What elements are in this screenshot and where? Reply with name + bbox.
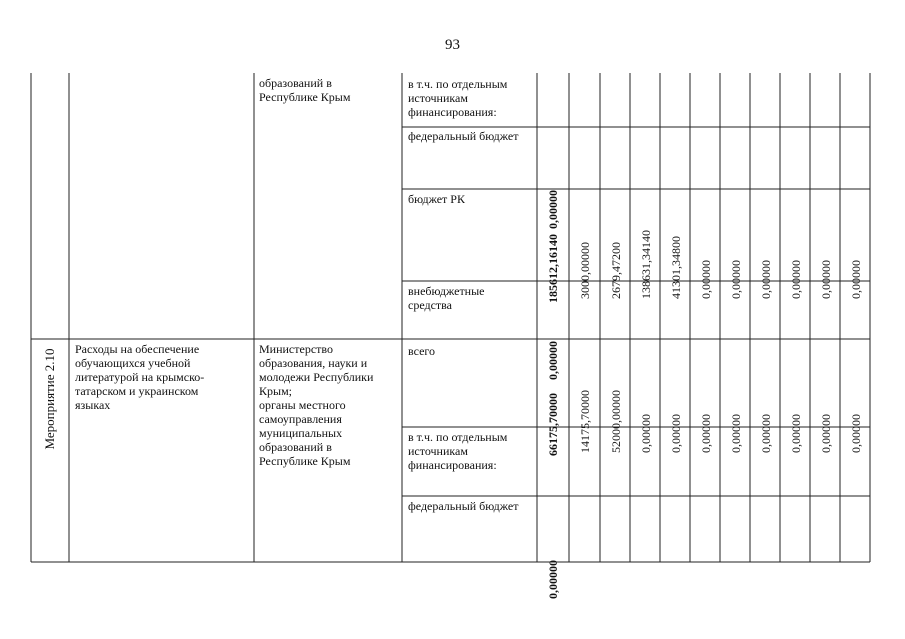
year-value: 3000,00000 [578, 242, 592, 299]
year-value: 0,00000 [699, 260, 713, 299]
year-value: 138631,34140 [639, 230, 653, 299]
year-value: 0,00000 [849, 414, 863, 453]
total-value: 66175,70000 [546, 393, 560, 456]
year-value: 0,00000 [789, 414, 803, 453]
year-value: 0,00000 [759, 414, 773, 453]
year-value: 0,00000 [669, 414, 683, 453]
year-value: 14175,70000 [578, 390, 592, 453]
page-number: 93 [445, 37, 460, 53]
measure-title: Расходы на обеспечение обучающихся учебной литературой на крымско- татарском и украинском языках [75, 342, 205, 412]
year-value: 2679,47200 [609, 242, 623, 299]
year-value: 0,00000 [639, 414, 653, 453]
year-value: 0,00000 [729, 260, 743, 299]
source-label: всего [408, 344, 436, 358]
executor-continuation: образований в Республике Крым [259, 76, 351, 104]
total-value: 0,00000 [546, 560, 560, 599]
source-label: в т.ч. по отдельным источникам финансирования: [408, 77, 508, 119]
source-label: федеральный бюджет [408, 499, 519, 513]
year-value: 0,00000 [819, 414, 833, 453]
source-label: в т.ч. по отдельным источникам финансирования: [408, 430, 508, 472]
year-value: 0,00000 [729, 414, 743, 453]
year-value: 0,00000 [759, 260, 773, 299]
total-value: 0,00000 [546, 341, 560, 380]
source-label: федеральный бюджет [408, 129, 519, 143]
measure-executor: Министерство образования, науки и молодежи Республики Крым; органы местного самоуправления муниципальных образований в Республике Крым [259, 342, 374, 468]
year-value: 0,00000 [789, 260, 803, 299]
year-value: 52000,00000 [609, 390, 623, 453]
measure-code: Мероприятие 2.10 [42, 348, 57, 450]
year-value: 41301,34800 [669, 236, 683, 299]
source-label: внебюджетные средства [408, 284, 485, 312]
year-value: 0,00000 [849, 260, 863, 299]
source-label: бюджет РК [408, 192, 465, 206]
year-value: 0,00000 [699, 414, 713, 453]
total-value: 185612,16140 [546, 234, 560, 303]
year-value: 0,00000 [819, 260, 833, 299]
total-value: 0,00000 [546, 190, 560, 229]
